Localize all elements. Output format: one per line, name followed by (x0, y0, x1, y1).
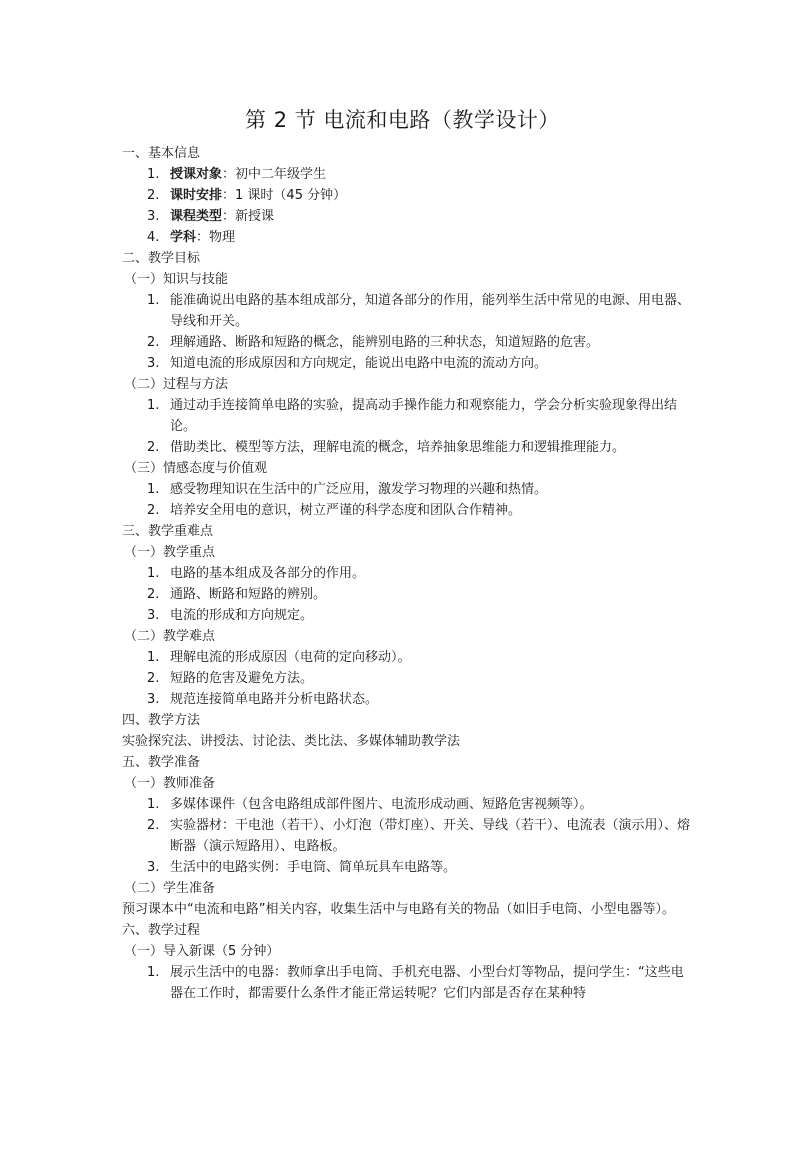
subsection-heading: （一）教学重点 (124, 545, 216, 560)
section-heading: 三、教学重难点 (122, 524, 214, 539)
item-text: 电流的形成和方向规定。 (170, 608, 314, 623)
subsection-heading: （一）导入新课（5 分钟） (124, 944, 280, 959)
item-text: 培养安全用电的意识，树立严谨的科学态度和团队合作精神。 (170, 503, 522, 518)
list-item (122, 815, 692, 857)
list-number: 1. (147, 965, 160, 980)
item-label: 学科 (170, 230, 197, 245)
subsection-heading: （一）教师准备 (124, 776, 216, 791)
item-text: 生活中的电路实例：手电筒、简单玩具车电路等。 (170, 860, 457, 875)
list-item (122, 857, 692, 878)
list-item (122, 290, 692, 332)
item-text: ：1 课时（45 分钟） (222, 188, 347, 203)
list-item (122, 206, 692, 227)
list-number: 2. (147, 188, 160, 203)
section-heading: 六、教学过程 (122, 923, 201, 938)
list-item (122, 185, 692, 206)
list-item (122, 227, 692, 248)
list-item (122, 437, 692, 458)
subsection-heading: （一）知识与技能 (124, 272, 229, 287)
list-number: 1. (147, 293, 160, 308)
list-item (122, 668, 692, 689)
item-text: 电路的基本组成及各部分的作用。 (170, 566, 366, 581)
list-number: 4. (147, 230, 160, 245)
item-label: 课时安排 (170, 188, 223, 203)
document-title: 第 2 节 电流和电路（教学设计） (245, 108, 560, 132)
section-heading: 五、教学准备 (122, 755, 201, 770)
subsection-heading: （三）情感态度与价值观 (124, 461, 268, 476)
item-text: 能准确说出电路的基本组成部分，知道各部分的作用，能列举生活中常见的电源、用电器、导线和开关。 (170, 293, 691, 329)
list-item (122, 332, 692, 353)
item-text: 借助类比、模型等方法，理解电流的概念，培养抽象思维能力和逻辑推理能力。 (170, 440, 626, 455)
item-text: 实验器材：干电池（若干）、小灯泡（带灯座）、开关、导线（若干）、电流表（演示用）、熔断器（演示短路用）、电路板。 (170, 818, 691, 854)
item-text: 感受物理知识在生活中的广泛应用，激发学习物理的兴趣和热情。 (170, 482, 548, 497)
list-number: 2. (147, 671, 160, 686)
list-number: 3. (147, 608, 160, 623)
list-number: 1. (147, 482, 160, 497)
list-item (122, 605, 692, 626)
list-item (122, 395, 692, 437)
list-number: 1. (147, 167, 160, 182)
item-text: ：新授课 (222, 209, 275, 224)
list-number: 1. (147, 650, 160, 665)
list-number: 1. (147, 797, 160, 812)
section-heading: 二、教学目标 (122, 251, 201, 266)
list-item (122, 689, 692, 710)
list-item (122, 647, 692, 668)
list-item (122, 164, 692, 185)
list-number: 1. (147, 398, 160, 413)
list-number: 1. (147, 566, 160, 581)
list-item (122, 962, 692, 1004)
list-item (122, 794, 692, 815)
item-text: 知道电流的形成原因和方向规定，能说出电路中电流的流动方向。 (170, 356, 548, 371)
list-number: 2. (147, 503, 160, 518)
item-text: 多媒体课件（包含电路组成部件图片、电流形成动画、短路危害视频等）。 (170, 797, 593, 812)
item-text: 理解通路、断路和短路的概念，能辨别电路的三种状态，知道短路的危害。 (170, 335, 600, 350)
list-number: 3. (147, 209, 160, 224)
list-number: 3. (147, 356, 160, 371)
item-text: 理解电流的形成原因（电荷的定向移动）。 (170, 650, 411, 665)
list-number: 3. (147, 860, 160, 875)
list-number: 2. (147, 818, 160, 833)
document-body (122, 143, 692, 1004)
section-heading: 一、基本信息 (122, 146, 201, 161)
list-item (122, 563, 692, 584)
subsection-heading: （二）过程与方法 (124, 377, 229, 392)
paragraph: 预习课本中“电流和电路”相关内容，收集生活中与电路有关的物品（如旧手电筒、小型电器等）。 (122, 902, 675, 917)
item-label: 课程类型 (170, 209, 223, 224)
list-number: 3. (147, 692, 160, 707)
paragraph: 实验探究法、讲授法、讨论法、类比法、多媒体辅助教学法 (122, 734, 461, 749)
list-item (122, 500, 692, 521)
section-heading: 四、教学方法 (122, 713, 201, 728)
item-text: 展示生活中的电器：教师拿出手电筒、手机充电器、小型台灯等物品，提问学生：“这些电器在工作时，都需要什么条件才能正常运转呢？它们内部是否存在某种特 (170, 965, 684, 1001)
item-text: 通过动手连接简单电路的实验，提高动手操作能力和观察能力，学会分析实验现象得出结论。 (170, 398, 678, 434)
list-item (122, 584, 692, 605)
list-item (122, 479, 692, 500)
subsection-heading: （二）教学难点 (124, 629, 216, 644)
list-number: 2. (147, 587, 160, 602)
item-text: 通路、断路和短路的辨别。 (170, 587, 327, 602)
list-item (122, 353, 692, 374)
item-text: 规范连接简单电路并分析电路状态。 (170, 692, 379, 707)
item-label: 授课对象 (170, 167, 223, 182)
subsection-heading: （二）学生准备 (124, 881, 216, 896)
list-number: 2. (147, 440, 160, 455)
list-number: 2. (147, 335, 160, 350)
item-text: ：物理 (196, 230, 236, 245)
item-text: ：初中二年级学生 (222, 167, 327, 182)
item-text: 短路的危害及避免方法。 (170, 671, 314, 686)
